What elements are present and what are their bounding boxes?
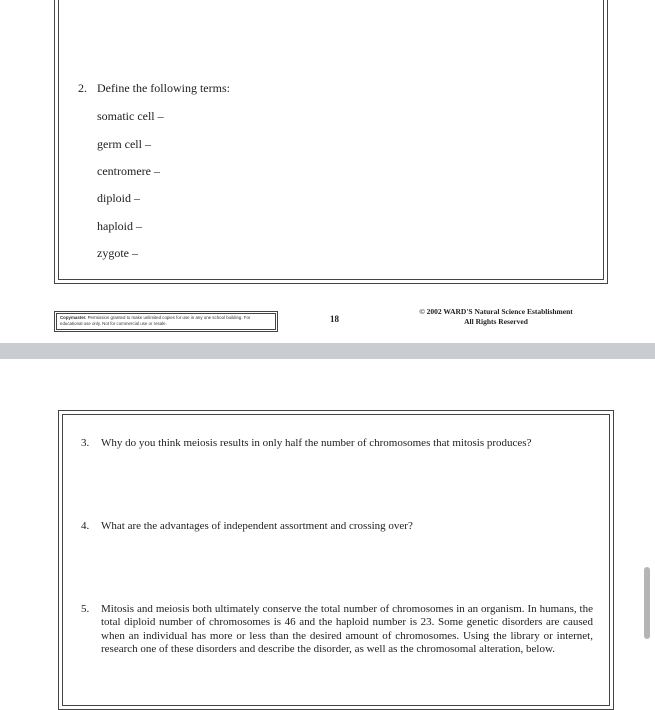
question-4-text: What are the advantages of independent assortment and crossing over?: [101, 520, 413, 532]
term-zygote: zygote –: [97, 246, 138, 260]
question-3-number: 3.: [81, 437, 90, 449]
term-germ-cell: germ cell –: [97, 137, 151, 151]
question-2-prompt: Define the following terms:: [97, 81, 230, 95]
copymaster-text: Permission granted to make unlimited copies for use in any one school building. For educational use only. Not for commercial use or resale.: [60, 315, 251, 326]
term-centromere: centromere –: [97, 164, 160, 178]
copyright-line-1: © 2002 WARD'S Natural Science Establishment: [419, 307, 573, 316]
copyright-statement: [398, 307, 594, 327]
scrollbar-thumb[interactable]: [644, 567, 650, 639]
copymaster-label: Copymaster.: [60, 315, 87, 320]
worksheet-page-top: [0, 0, 655, 343]
page-separator: [0, 343, 655, 359]
question-2-number: 2.: [78, 81, 87, 95]
question-3-text: Why do you think meiosis results in only half the number of chromosomes that mitosis produces?: [101, 437, 532, 449]
term-diploid: diploid –: [97, 191, 141, 205]
worksheet-page-bottom: [0, 359, 655, 700]
question-5-number: 5.: [81, 603, 90, 615]
question-5-text: Mitosis and meiosis both ultimately conserve the total number of chromosomes in an organism. In humans, the total diploid number of chromosomes is 46 and the haploid number is 23. Some genetic disorders are caused when an individual has more or less than the desired amount of chromosomes. Using the library or internet, research one of these disorders and describe the disorder, as well as the chromosomal alteration, below.: [101, 603, 593, 656]
page-number: 18: [330, 314, 339, 324]
copyright-line-2: All Rights Reserved: [464, 317, 528, 326]
copymaster-notice: [54, 311, 278, 332]
question-4-number: 4.: [81, 520, 90, 532]
question-box-frame-2: [58, 410, 614, 710]
term-haploid: haploid –: [97, 219, 142, 233]
question-box-inner-frame-2: [62, 414, 610, 706]
term-somatic-cell: somatic cell –: [97, 109, 164, 123]
